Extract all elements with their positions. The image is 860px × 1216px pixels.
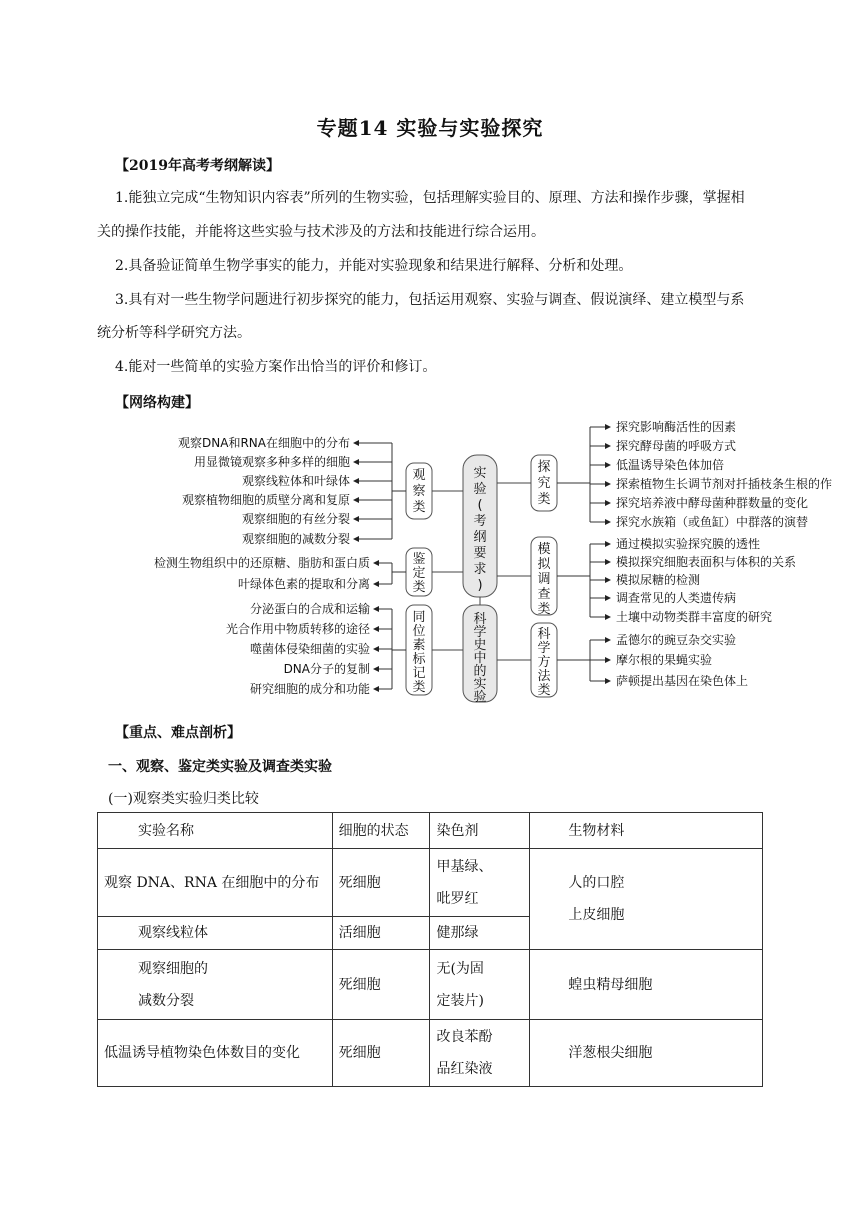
- network-item: 探究培养液中酵母菌种群数量的变化: [616, 496, 809, 510]
- network-item: DNA分子的复制: [283, 662, 370, 676]
- left-group-2-items: [154, 555, 370, 591]
- left-group-3-items: [226, 601, 370, 696]
- table-header: 实验名称: [98, 813, 333, 849]
- left-group-3-label: [412, 610, 426, 695]
- network-item: 研究细胞的成分和功能: [249, 682, 370, 696]
- svg-text:(: (: [477, 498, 483, 513]
- network-item: 检测生物组织中的还原糖、脂肪和蛋白质: [153, 556, 370, 570]
- center-bottom-label: [473, 611, 486, 705]
- key-points-heading: 【重点、难点剖析】: [115, 725, 241, 741]
- svg-text:定: 定: [412, 566, 426, 581]
- subsection-heading: 一、观察、鉴定类实验及调查类实验: [108, 759, 332, 775]
- table-row: [98, 1020, 763, 1087]
- right-group-1-items: [616, 419, 832, 529]
- table-cell: 健那绿: [430, 917, 530, 950]
- network-item: 低温诱导染色体加倍: [616, 458, 725, 472]
- network-item: 观察线粒体和叶绿体: [241, 474, 350, 488]
- svg-text:科: 科: [537, 627, 551, 642]
- svg-text:史: 史: [473, 638, 487, 653]
- network-item: 光合作用中物质转移的途径: [225, 622, 370, 636]
- svg-text:素: 素: [412, 638, 426, 653]
- table-cell: 死细胞: [332, 1020, 430, 1087]
- stain-line: 定装片): [436, 992, 484, 1009]
- svg-text:标: 标: [412, 652, 426, 667]
- network-item: 摩尔根的果蝇实验: [616, 653, 713, 667]
- svg-text:类: 类: [412, 680, 426, 695]
- network-item: 用显微镜观察多种多样的细胞: [193, 455, 350, 469]
- svg-text:考: 考: [473, 514, 487, 529]
- svg-text:类: 类: [537, 602, 551, 617]
- network-item: 萨顿提出基因在染色体上: [616, 674, 749, 688]
- network-item: 模拟尿糖的检测: [616, 573, 701, 587]
- stain-line: 甲基绿、: [436, 858, 493, 875]
- table-header: 生物材料: [530, 813, 763, 849]
- svg-text:): ): [477, 578, 483, 593]
- outline-item-3-line2: 统分析等科学研究方法。: [97, 325, 251, 341]
- svg-text:方: 方: [537, 655, 551, 670]
- table-row: [98, 950, 763, 1020]
- svg-text:求: 求: [473, 562, 487, 577]
- svg-text:探: 探: [537, 460, 551, 475]
- table-cell: 活细胞: [332, 917, 430, 950]
- network-item: 观察细胞的有丝分裂: [241, 512, 350, 526]
- table-header-row: [98, 813, 763, 849]
- svg-text:法: 法: [537, 669, 551, 684]
- svg-text:究: 究: [537, 476, 551, 491]
- right-group-2-items: [616, 536, 796, 624]
- name-line: 观察细胞的: [138, 960, 208, 977]
- svg-text:调: 调: [537, 572, 551, 587]
- network-item: 探究酵母菌的呼吸方式: [616, 439, 737, 453]
- material-line: 上皮细胞: [568, 907, 625, 923]
- svg-text:拟: 拟: [537, 557, 551, 572]
- page-title: 专题14 实验与实验探究: [316, 116, 544, 140]
- svg-text:的: 的: [473, 664, 487, 679]
- network-item: 探究水族箱（或鱼缸）中群落的演替: [616, 515, 809, 529]
- svg-text:验: 验: [473, 690, 487, 705]
- network-item: 探索植物生长调节剂对扦插枝条生根的作: [616, 477, 833, 491]
- svg-text:实: 实: [473, 677, 487, 692]
- left-group-1-items: [178, 435, 350, 546]
- table-cell: 洋葱根尖细胞: [530, 1020, 763, 1087]
- svg-text:验: 验: [473, 482, 487, 497]
- material-line: 人的口腔: [568, 875, 625, 891]
- concept-map: [0, 415, 860, 705]
- svg-text:纲: 纲: [473, 530, 487, 545]
- network-item: 观察DNA和RNA在细胞中的分布: [178, 436, 350, 450]
- svg-text:科: 科: [473, 612, 487, 627]
- comparison-table: [97, 812, 763, 1087]
- network-item: 模拟探究细胞表面积与体积的关系: [616, 555, 797, 569]
- center-top-label: [473, 466, 486, 593]
- table-cell: [430, 849, 530, 917]
- outline-item-2: 2.具备验证简单生物学事实的能力，并能对实验现象和结果进行解释、分析和处理。: [115, 258, 633, 274]
- outline-item-4: 4.能对一些简单的实验方案作出恰当的评价和修订。: [115, 359, 437, 375]
- left-group-1-label: [412, 468, 425, 515]
- network-item: 土壤中动物类群丰富度的研究: [616, 610, 773, 624]
- svg-text:同: 同: [412, 610, 426, 625]
- table-cell: 死细胞: [332, 950, 430, 1020]
- table-cell: 蝗虫精母细胞: [530, 950, 763, 1020]
- svg-text:察: 察: [412, 484, 426, 499]
- svg-text:查: 查: [537, 587, 551, 602]
- svg-text:学: 学: [473, 625, 487, 640]
- outline-item-1-line1: 1.能独立完成“生物知识内容表”所列的生物实验，包括理解实验目的、原理、方法和操作步骤，掌握相: [115, 190, 745, 206]
- svg-text:类: 类: [412, 500, 426, 515]
- outline-item-3-line1: 3.具有对一些生物学问题进行初步探究的能力，包括运用观察、实验与调查、假说演绎、建立模型与系: [115, 292, 745, 308]
- svg-text:学: 学: [537, 641, 551, 656]
- table-row: [98, 849, 763, 917]
- table-cell: 观察 DNA、RNA 在细胞中的分布: [98, 849, 333, 917]
- table-cell: [98, 950, 333, 1020]
- subsection-subheading: (一)观察类实验归类比较: [108, 791, 259, 807]
- svg-text:实: 实: [473, 466, 487, 481]
- left-group-2-label: [412, 551, 425, 595]
- name-line: 减数分裂: [138, 992, 194, 1009]
- svg-text:要: 要: [473, 546, 487, 561]
- table-cell: 低温诱导植物染色体数目的变化: [98, 1020, 333, 1087]
- network-item: 孟德尔的豌豆杂交实验: [616, 633, 737, 647]
- network-item: 叶绿体色素的提取和分离: [237, 577, 370, 591]
- stain-line: 改良苯酚: [436, 1029, 493, 1045]
- stain-line: 品红染液: [436, 1061, 493, 1077]
- stain-line: 无(为固: [436, 960, 484, 977]
- right-group-3-items: [616, 632, 748, 688]
- table-header: 染色剂: [430, 813, 530, 849]
- table-cell: 死细胞: [332, 849, 430, 917]
- stain-line: 吡罗红: [436, 890, 479, 907]
- svg-text:中: 中: [473, 651, 487, 666]
- outline-item-1-line2: 关的操作技能，并能将这些实验与技术涉及的方法和技能进行综合运用。: [97, 224, 545, 240]
- table-header: 细胞的状态: [332, 813, 430, 849]
- network-item: 噬菌体侵染细菌的实验: [249, 642, 370, 656]
- network-item: 观察细胞的减数分裂: [241, 532, 350, 546]
- svg-text:类: 类: [537, 683, 551, 698]
- network-item: 分泌蛋白的合成和运输: [249, 602, 370, 616]
- table-cell: [430, 1020, 530, 1087]
- right-group-1-label: [537, 459, 550, 507]
- svg-text:类: 类: [412, 580, 426, 595]
- outline-heading: 【2019年高考考纲解读】: [115, 158, 280, 174]
- svg-text:鉴: 鉴: [412, 552, 426, 567]
- table-cell: [530, 849, 763, 950]
- table-cell: [430, 950, 530, 1020]
- svg-text:类: 类: [537, 492, 551, 507]
- right-group-3-label: [537, 626, 551, 698]
- network-heading: 【网络构建】: [115, 395, 199, 411]
- network-item: 通过模拟实验探究膜的透性: [616, 537, 761, 551]
- svg-text:记: 记: [412, 666, 426, 681]
- svg-text:位: 位: [412, 624, 426, 639]
- table-cell: 观察线粒体: [98, 917, 333, 950]
- svg-text:观: 观: [412, 468, 426, 483]
- network-item: 调查常见的人类遗传病: [616, 591, 737, 605]
- network-item: 探究影响酶活性的因素: [616, 420, 737, 434]
- network-item: 观察植物细胞的质壁分离和复原: [181, 493, 350, 507]
- right-group-2-label: [537, 541, 551, 617]
- svg-text:模: 模: [537, 542, 551, 557]
